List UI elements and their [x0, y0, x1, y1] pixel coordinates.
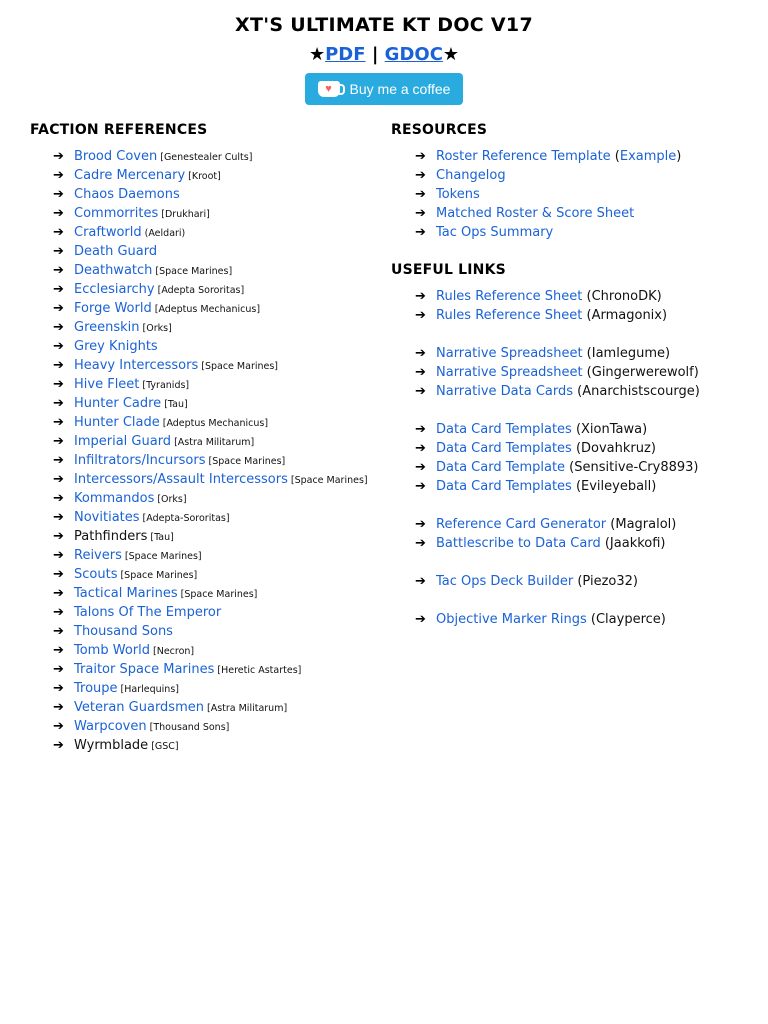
arrow-icon: ➔: [53, 320, 64, 335]
useful-link-item: [415, 382, 700, 401]
faction-link[interactable]: Greenskin: [74, 320, 140, 335]
buy-me-a-coffee-button[interactable]: [305, 73, 463, 105]
faction-tag: [Space Marines]: [155, 266, 233, 277]
doc-title: XT'S ULTIMATE KT DOC V17: [235, 14, 533, 36]
faction-item: [53, 147, 368, 166]
useful-link-item: [415, 420, 700, 439]
faction-tag: [GSC]: [151, 741, 179, 752]
heart-icon: ♥: [325, 82, 332, 95]
faction-item: [53, 698, 368, 717]
useful-link[interactable]: Narrative Data Cards: [436, 384, 574, 399]
arrow-icon: ➔: [53, 282, 64, 297]
faction-item: [53, 185, 368, 204]
faction-item: [53, 679, 368, 698]
link-author: (XionTawa): [571, 422, 648, 437]
resources-list: [415, 147, 681, 242]
faction-link[interactable]: Heavy Intercessors: [74, 358, 199, 373]
arrow-icon: ➔: [415, 460, 426, 475]
faction-link[interactable]: Warpcoven: [74, 719, 147, 734]
useful-link[interactable]: Data Card Templates: [436, 479, 572, 494]
link-author: (Iamlegume): [582, 346, 671, 361]
arrow-icon: ➔: [53, 567, 64, 582]
resource-item: [415, 204, 681, 223]
resource-link[interactable]: Tac Ops Summary: [436, 225, 554, 240]
arrow-icon: ➔: [53, 643, 64, 658]
faction-link[interactable]: Cadre Mercenary: [74, 168, 186, 183]
arrow-icon: ➔: [53, 301, 64, 316]
faction-link[interactable]: Commorrites: [74, 206, 159, 221]
doc-format-links: [0, 44, 768, 65]
arrow-icon: ➔: [53, 168, 64, 183]
faction-item: [53, 223, 368, 242]
link-author: (Evileyeball): [571, 479, 657, 494]
link-separator: |: [371, 44, 379, 65]
link-author: (Anarchistscourge): [573, 384, 700, 399]
resource-link[interactable]: Roster Reference Template: [436, 149, 611, 164]
useful-link-item: [415, 287, 700, 306]
useful-link-item: [415, 344, 700, 363]
faction-tag: [Heretic Astartes]: [217, 665, 302, 676]
faction-tag: [Space Marines]: [124, 551, 202, 562]
faction-item: [53, 584, 368, 603]
faction-item: [53, 166, 368, 185]
useful-link[interactable]: Data Card Templates: [436, 422, 572, 437]
arrow-icon: ➔: [53, 719, 64, 734]
arrow-icon: ➔: [415, 384, 426, 399]
arrow-icon: ➔: [415, 206, 426, 221]
faction-tag: [Tau]: [164, 399, 188, 410]
useful-links-list: [415, 287, 700, 629]
faction-item: [53, 318, 368, 337]
arrow-icon: ➔: [415, 441, 426, 456]
faction-link[interactable]: Deathwatch: [74, 263, 153, 278]
link-author: (Gingerwerewolf): [582, 365, 699, 380]
list-spacer: [415, 496, 700, 515]
useful-link[interactable]: Data Card Templates: [436, 441, 572, 456]
faction-link[interactable]: Tactical Marines: [74, 586, 178, 601]
faction-tag: [Harlequins]: [120, 684, 179, 695]
useful-link[interactable]: Data Card Template: [436, 460, 566, 475]
resource-item: [415, 147, 681, 166]
resource-link[interactable]: Tokens: [436, 187, 480, 202]
useful-link[interactable]: Tac Ops Deck Builder: [436, 574, 574, 589]
arrow-icon: ➔: [415, 149, 426, 164]
arrow-icon: ➔: [53, 415, 64, 430]
useful-link[interactable]: Rules Reference Sheet: [436, 289, 583, 304]
link-author: (Sensitive-Cry8893): [565, 460, 699, 475]
useful-link-item: [415, 534, 700, 553]
pdf-link[interactable]: PDF: [325, 44, 366, 65]
arrow-icon: ➔: [53, 529, 64, 544]
faction-tag: [Tyranids]: [142, 380, 190, 391]
arrow-icon: ➔: [415, 346, 426, 361]
faction-tag: [Thousand Sons]: [149, 722, 230, 733]
arrow-icon: ➔: [53, 738, 64, 753]
faction-item: [53, 261, 368, 280]
arrow-icon: ➔: [53, 206, 64, 221]
faction-link[interactable]: Death Guard: [74, 244, 158, 259]
faction-item: [53, 413, 368, 432]
faction-references-heading: FACTION REFERENCES: [30, 122, 208, 138]
faction-link[interactable]: Ecclesiarchy: [74, 282, 155, 297]
faction-item: [53, 546, 368, 565]
useful-link-item: [415, 610, 700, 629]
faction-link[interactable]: Grey Knights: [74, 339, 158, 354]
arrow-icon: ➔: [415, 187, 426, 202]
faction-link[interactable]: Tomb World: [74, 643, 150, 658]
faction-link[interactable]: Infiltrators/Incursors: [74, 453, 206, 468]
coffee-cup-icon: [318, 81, 340, 97]
faction-link[interactable]: Intercessors/Assault Intercessors: [74, 472, 288, 487]
useful-link[interactable]: Narrative Spreadsheet: [436, 346, 583, 361]
list-spacer: [415, 325, 700, 344]
faction-link[interactable]: Scouts: [74, 567, 118, 582]
useful-link-item: [415, 477, 700, 496]
arrow-icon: ➔: [415, 422, 426, 437]
faction-tag: [Tau]: [150, 532, 174, 543]
useful-link[interactable]: Battlescribe to Data Card: [436, 536, 601, 551]
faction-item: [53, 470, 368, 489]
faction-item: [53, 394, 368, 413]
faction-item: [53, 451, 368, 470]
resource-item: [415, 185, 681, 204]
arrow-icon: ➔: [53, 187, 64, 202]
star-icon: ★: [308, 44, 326, 65]
faction-link[interactable]: Novitiates: [74, 510, 140, 525]
faction-link[interactable]: Troupe: [74, 681, 118, 696]
faction-item: [53, 603, 368, 622]
arrow-icon: ➔: [53, 149, 64, 164]
faction-item: [53, 508, 368, 527]
gdoc-link[interactable]: GDOC: [384, 44, 443, 65]
arrow-icon: ➔: [53, 586, 64, 601]
faction-link[interactable]: Brood Coven: [74, 149, 158, 164]
link-author: (Armagonix): [582, 308, 668, 323]
faction-tag: [Genestealer Cults]: [160, 152, 253, 163]
useful-link[interactable]: Narrative Spreadsheet: [436, 365, 583, 380]
faction-link[interactable]: Thousand Sons: [74, 624, 173, 639]
faction-link[interactable]: Hive Fleet: [74, 377, 140, 392]
faction-tag: [Adeptus Mechanicus]: [162, 418, 269, 429]
paren-close: ): [676, 149, 682, 164]
faction-item: [53, 337, 368, 356]
arrow-icon: ➔: [415, 225, 426, 240]
faction-item: [53, 242, 368, 261]
faction-item: [53, 565, 368, 584]
faction-references-list: [53, 147, 368, 755]
useful-link[interactable]: Objective Marker Rings: [436, 612, 587, 627]
faction-tag: [Orks]: [142, 323, 172, 334]
arrow-icon: ➔: [53, 624, 64, 639]
useful-link-item: [415, 458, 700, 477]
arrow-icon: ➔: [53, 263, 64, 278]
resource-link[interactable]: Changelog: [436, 168, 506, 183]
faction-label: Pathfinders: [74, 529, 148, 544]
faction-link[interactable]: Kommandos: [74, 491, 155, 506]
arrow-icon: ➔: [53, 453, 64, 468]
arrow-icon: ➔: [53, 548, 64, 563]
faction-item: [53, 204, 368, 223]
faction-link[interactable]: Veteran Guardsmen: [74, 700, 204, 715]
faction-item: [53, 622, 368, 641]
faction-link[interactable]: Hunter Cadre: [74, 396, 162, 411]
faction-link[interactable]: Forge World: [74, 301, 152, 316]
list-spacer: [415, 401, 700, 420]
arrow-icon: ➔: [415, 168, 426, 183]
faction-label: Wyrmblade: [74, 738, 149, 753]
faction-link[interactable]: Chaos Daemons: [74, 187, 180, 202]
link-author: (Magralol): [606, 517, 677, 532]
resources-heading: RESOURCES: [391, 122, 488, 138]
arrow-icon: ➔: [53, 339, 64, 354]
arrow-icon: ➔: [53, 681, 64, 696]
faction-tag: [Space Marines]: [120, 570, 198, 581]
faction-item: [53, 489, 368, 508]
faction-item: [53, 280, 368, 299]
resource-example-link[interactable]: Example: [619, 149, 677, 164]
faction-tag: (Aeldari): [144, 228, 186, 239]
arrow-icon: ➔: [53, 662, 64, 677]
faction-tag: [Astra Militarum]: [174, 437, 255, 448]
link-author: (Jaakkofi): [600, 536, 666, 551]
link-author: (Piezo32): [573, 574, 638, 589]
faction-tag: [Space Marines]: [201, 361, 279, 372]
star-icon: ★: [442, 44, 460, 65]
useful-link-item: [415, 363, 700, 382]
useful-link-item: [415, 306, 700, 325]
arrow-icon: ➔: [415, 536, 426, 551]
faction-item: [53, 660, 368, 679]
useful-link-item: [415, 439, 700, 458]
arrow-icon: ➔: [53, 225, 64, 240]
faction-item: [53, 299, 368, 318]
arrow-icon: ➔: [53, 244, 64, 259]
arrow-icon: ➔: [53, 510, 64, 525]
faction-item: [53, 717, 368, 736]
faction-tag: [Space Marines]: [290, 475, 368, 486]
useful-link[interactable]: Rules Reference Sheet: [436, 308, 583, 323]
arrow-icon: ➔: [415, 517, 426, 532]
faction-link[interactable]: Craftworld: [74, 225, 142, 240]
faction-tag: [Space Marines]: [208, 456, 286, 467]
faction-tag: [Adeptus Mechanicus]: [154, 304, 261, 315]
arrow-icon: ➔: [53, 472, 64, 487]
arrow-icon: ➔: [415, 612, 426, 627]
link-author: (Dovahkruz): [571, 441, 656, 456]
resource-item: [415, 166, 681, 185]
arrow-icon: ➔: [53, 605, 64, 620]
faction-tag: [Astra Militarum]: [206, 703, 288, 714]
arrow-icon: ➔: [53, 396, 64, 411]
faction-link[interactable]: Hunter Clade: [74, 415, 160, 430]
faction-tag: [Space Marines]: [180, 589, 258, 600]
faction-link[interactable]: Talons Of The Emperor: [74, 605, 222, 620]
arrow-icon: ➔: [415, 308, 426, 323]
useful-link[interactable]: Reference Card Generator: [436, 517, 607, 532]
faction-item: [53, 736, 368, 755]
faction-item: [53, 527, 368, 546]
link-author: (Clayperce): [586, 612, 666, 627]
faction-tag: [Adepta-Sororitas]: [142, 513, 230, 524]
arrow-icon: ➔: [415, 479, 426, 494]
link-author: (ChronoDK): [582, 289, 662, 304]
useful-links-heading: USEFUL LINKS: [391, 262, 506, 278]
faction-link[interactable]: Traitor Space Marines: [74, 662, 215, 677]
arrow-icon: ➔: [53, 700, 64, 715]
arrow-icon: ➔: [415, 289, 426, 304]
arrow-icon: ➔: [415, 574, 426, 589]
coffee-button-label: Buy me a coffee: [349, 81, 451, 97]
faction-tag: [Necron]: [153, 646, 195, 657]
resource-link[interactable]: Matched Roster & Score Sheet: [436, 206, 635, 221]
useful-link-item: [415, 572, 700, 591]
faction-link[interactable]: Reivers: [74, 548, 122, 563]
faction-item: [53, 432, 368, 451]
faction-tag: [Kroot]: [188, 171, 221, 182]
arrow-icon: ➔: [53, 434, 64, 449]
resource-item: [415, 223, 681, 242]
faction-tag: [Adepta Sororitas]: [157, 285, 245, 296]
arrow-icon: ➔: [53, 358, 64, 373]
arrow-icon: ➔: [53, 491, 64, 506]
arrow-icon: ➔: [53, 377, 64, 392]
list-spacer: [415, 553, 700, 572]
faction-item: [53, 375, 368, 394]
faction-tag: [Orks]: [157, 494, 187, 505]
paren-open: (: [610, 149, 620, 164]
arrow-icon: ➔: [415, 365, 426, 380]
faction-tag: [Drukhari]: [161, 209, 210, 220]
faction-item: [53, 356, 368, 375]
list-spacer: [415, 591, 700, 610]
useful-link-item: [415, 515, 700, 534]
faction-link[interactable]: Imperial Guard: [74, 434, 172, 449]
faction-item: [53, 641, 368, 660]
